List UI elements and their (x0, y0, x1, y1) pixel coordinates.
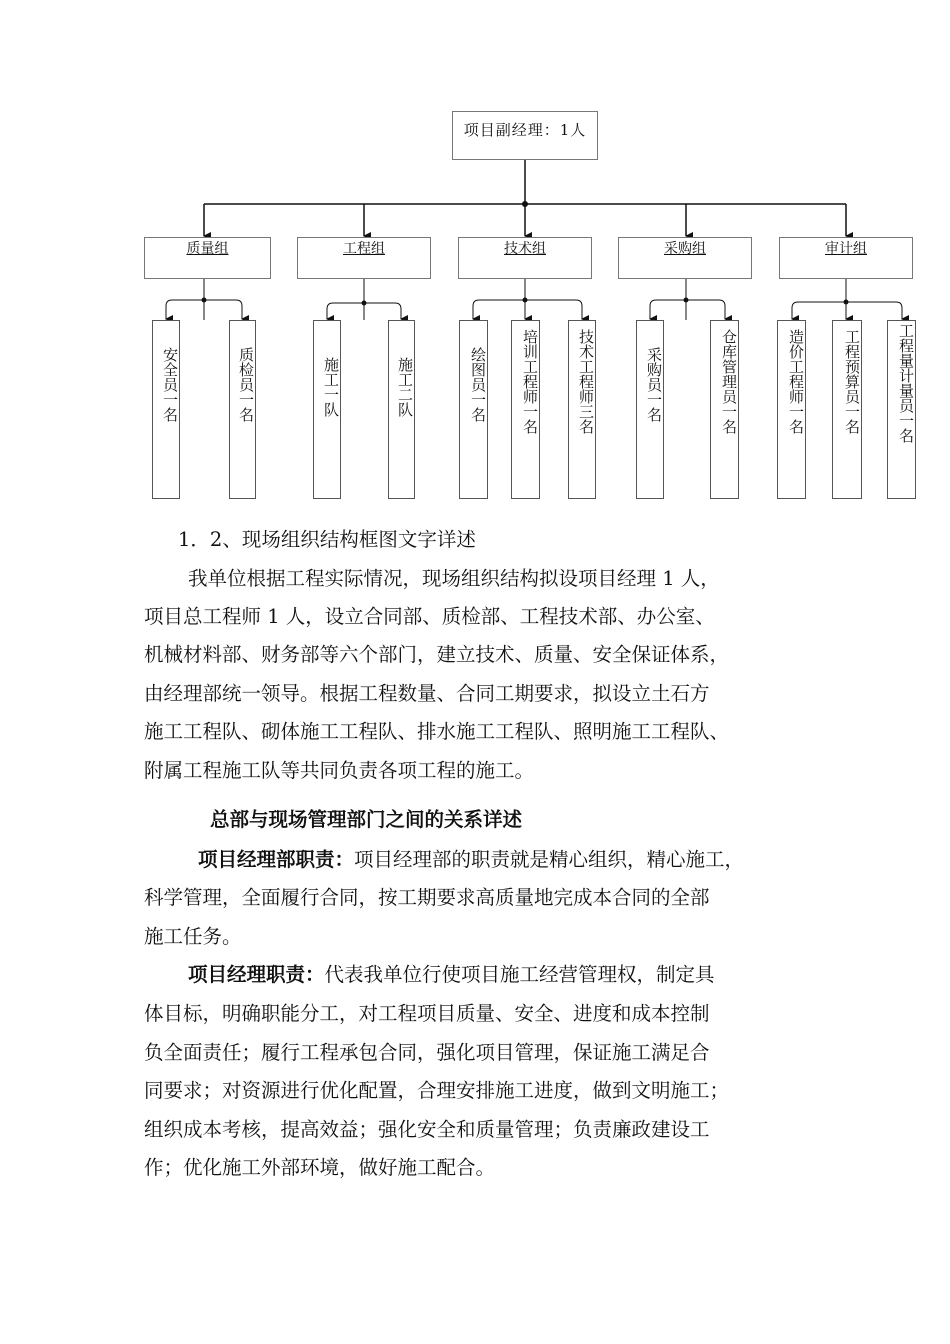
section-heading: 1．2、现场组织结构框图文字详述 (178, 528, 476, 551)
role-box (511, 320, 540, 499)
text-line: 科学管理，全面履行合同，按工期要求高质量地完成本合同的全部 (144, 886, 710, 909)
text-line: 体目标，明确职能分工，对工程项目质量、安全、进度和成本控制 (144, 1002, 710, 1025)
role-box (636, 320, 664, 499)
group-box-audit (779, 237, 913, 279)
role-box (388, 320, 415, 499)
text-line: 项目总工程师 1 人，设立合同部、质检部、工程技术部、办公室、 (144, 605, 715, 628)
org-top-label: 项目副经理：1人 (463, 121, 587, 139)
subheading: 总部与现场管理部门之间的关系详述 (210, 808, 523, 831)
group-label-engineering: 工程组 (343, 241, 385, 257)
role-label: 培训工程师一名 (521, 329, 539, 434)
duty-label: 项目经理部职责： (198, 848, 355, 871)
text-line: 项目经理部的职责就是精心组织，精心施工， (354, 848, 745, 871)
role-label: 工程量计量员一名 (897, 323, 915, 443)
org-top-box (452, 111, 598, 160)
text-line: 施工工程队、砌体施工工程队、排水施工工程队、照明施工工程队、 (144, 720, 730, 743)
text-line: 由经理部统一领导。根据工程数量、合同工期要求，拟设立土石方 (144, 682, 710, 705)
role-box (777, 320, 806, 499)
role-box (229, 320, 256, 499)
group-label-technical: 技术组 (504, 241, 546, 257)
role-label: 技术工程师三名 (577, 329, 595, 434)
role-label: 绘图员一名 (469, 347, 487, 422)
text-line: 负全面责任；履行工程承包合同，强化项目管理，保证施工满足合 (144, 1041, 710, 1064)
text-line: 代表我单位行使项目施工经营管理权，制定具 (324, 963, 715, 986)
group-label-procurement: 采购组 (664, 241, 706, 257)
role-box (313, 320, 341, 499)
role-label: 质检员一名 (237, 347, 255, 422)
role-box (887, 320, 916, 499)
group-box-engineering (297, 237, 431, 279)
text-line: 施工任务。 (144, 925, 242, 948)
role-label: 仓库管理员一名 (720, 329, 738, 434)
text-line: 附属工程施工队等共同负责各项工程的施工。 (144, 759, 535, 782)
role-box (710, 320, 739, 499)
role-label: 采购员一名 (645, 347, 663, 422)
group-box-technical (458, 237, 592, 279)
role-label: 工程预算员一名 (843, 329, 861, 434)
duty-label: 项目经理职责： (188, 963, 325, 986)
text-line: 机械材料部、财务部等六个部门，建立技术、质量、安全保证体系， (144, 643, 730, 666)
text-line: 我单位根据工程实际情况，现场组织结构拟设项目经理 1 人， (188, 567, 720, 590)
role-label: 施工一队 (322, 357, 340, 417)
role-box (832, 320, 862, 499)
group-box-procurement (618, 237, 752, 279)
role-label: 造价工程师一名 (787, 329, 805, 434)
role-box (568, 320, 596, 499)
role-box (152, 320, 180, 499)
text-line: 同要求；对资源进行优化配置，合理安排施工进度，做到文明施工； (144, 1079, 730, 1102)
text-line: 组织成本考核，提高效益；强化安全和质量管理；负责廉政建设工 (144, 1118, 710, 1141)
org-chart (0, 0, 950, 510)
text-line: 作；优化施工外部环境，做好施工配合。 (144, 1156, 496, 1179)
role-label: 施工二队 (396, 357, 414, 417)
role-box (459, 320, 488, 499)
role-label: 安全员一名 (161, 347, 179, 422)
group-label-quality: 质量组 (186, 241, 229, 257)
group-label-audit: 审计组 (825, 241, 867, 257)
group-box-quality (144, 237, 271, 279)
